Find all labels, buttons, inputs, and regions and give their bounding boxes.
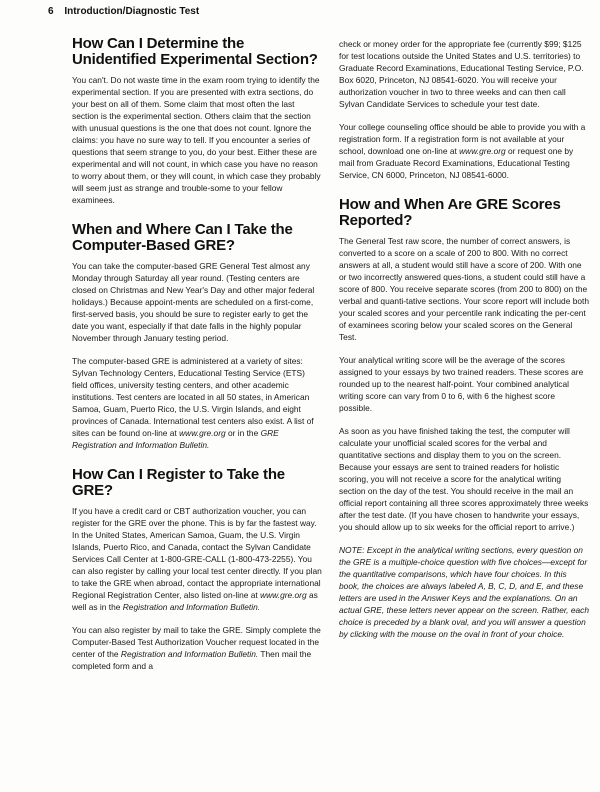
heading-scores-reported: How and When Are GRE Scores Reported? bbox=[339, 196, 561, 229]
left-column bbox=[72, 36, 322, 683]
paragraph-raw-score: The General Test raw score, the number of correct answers, is converted to a score on a scale of 200 to 800. With no correct answers at all, a student would still have a score of 200. With one or two incorrectly answered ques-tions, a student could still have a score of 800. You receive separate scores (from 200 to 800) on the verbal and quanti-tative sections. Your score report will include both your scaled scores and your percentile rank indicating the per-cent of examinees scoring below your scaled scores on the General Test. bbox=[339, 236, 589, 342]
publication-title: GRE Registration and Information Bulletin. bbox=[72, 428, 279, 450]
publication-title: Registration and Information Bulletin. bbox=[122, 602, 261, 612]
url-link: www.gre.org bbox=[260, 590, 307, 600]
url-link: www.gre.org bbox=[459, 146, 506, 156]
heading-register: How Can I Register to Take the GRE? bbox=[72, 466, 285, 499]
paragraph-fee: check or money order for the appropriate fee (currently $99; $125 for test locations outside the United States and U.S. territories) to Graduate Record Examinations, Educational Testing Service, P.O. Box 6020, Princeton, NJ 08541-6020. You will receive your authorization voucher in two to three weeks and can then call Sylvan Candidate Services to schedule your test date. bbox=[339, 39, 584, 109]
paragraph-sites: The computer-based GRE is administered at a variety of sites: Sylvan Technology Centers, Educational Testing Service (ETS) field offices, university testing centers, and other academic institutions. Test centers are located in all 50 states, in American Samoa, Guam, Puerto Rico, the U.S. Virgin Islands, and eight provinces of Canada. International test centers also exist. A list of sites can be found on-line at www.gre.org or in the GRE Registration and Information Bulletin. bbox=[72, 356, 314, 450]
heading-experimental-section: How Can I Determine the Unidentified Experimental Section? bbox=[72, 35, 318, 68]
paragraph-unofficial-scores: As soon as you have finished taking the test, the computer will calculate your unofficial scaled scores for the verbal and quantitative sections and display them to you on the screen. Because your essays are sent to trained readers for holistic scoring, you will not receive a score for the analytical writing section on the day of the test. You should receive in the mail an official report containing all three scores approximately three weeks after the test date. (If you have chosen to handwrite your essays, you should allow up to six weeks for the official report to arrive.) bbox=[339, 426, 589, 532]
running-header bbox=[48, 6, 568, 17]
section-title: Introduction/Diagnostic Test bbox=[64, 6, 200, 17]
publication-title: Registration and Information Bulletin. bbox=[120, 649, 259, 659]
paragraph-experimental-section: You can't. Do not waste time in the exam room trying to identify the experimental section. If you are presented with extra sections, do your best on all of them. Some claim that most often the last section is the experimental section. Others claim that the section with unusual questions is the one that does not count. Ignore the claims: you have no sure way to tell. If you encounter a series of questions that seem strange to you, do your best. Either these are experimental and will not count, in which case you have no reason to worry about them, or they will count, in which case they probably will seem just as strange and trouble-some to your fellow examinees. bbox=[72, 75, 321, 205]
heading-when-where: When and Where Can I Take the Computer-Based GRE? bbox=[72, 221, 293, 254]
paragraph-writing-score: Your analytical writing score will be the average of the scores assigned to your essays by two trained readers. These scores are rounded up to the nearest half-point. Your combined analytical writing score can vary from 0 to 6, with 6 the highest score possible. bbox=[339, 355, 584, 413]
url-link: www.gre.org bbox=[179, 428, 226, 438]
paragraph-counseling: Your college counseling office should be able to provide you with a registration form. If a registration form is not available at your school, download one on-line at www.gre.org or request one by mail from Graduate Record Examinations, Educational Testing Service, CN 6000, Princeton, NJ 08541-6000. bbox=[339, 122, 586, 180]
paragraph-register-mail: You can also register by mail to take the GRE. Simply complete the Computer-Based Test Authorization Voucher request located in the center of the Registration and Information Bulletin. Then mail the completed form and a bbox=[72, 625, 321, 671]
page-number: 6 bbox=[48, 6, 54, 17]
note-multiple-choice: NOTE: Except in the analytical writing sections, every question on the GRE is a multiple-choice question with five choices—except for the quantitative comparisons, which have four choices. In this book, the choices are always labeled A, B, C, D, and E, and these letters are used in the Answer Keys and the explanations. On an actual GRE, these letters never appear on the screen. Rather, each choice is preceded by a blank oval, and you will answer a question by clicking with the mouse on the oval in front of your choice. bbox=[339, 545, 589, 639]
right-column bbox=[339, 38, 589, 651]
paragraph-schedule: You can take the computer-based GRE General Test almost any Monday through Saturday all year round. (Testing centers are closed on Christmas and New Year's Day and other major federal holidays.) Because appoint-ments are scheduled on a first-come, first-served basis, you should be sure to register early to get the date you want, especially if that date falls in the highly popular November through January testing period. bbox=[72, 261, 315, 343]
paragraph-register-phone: If you have a credit card or CBT authorization voucher, you can register for the GRE over the phone. This is by far the fastest way. In the United States, American Samoa, Guam, the U.S. Virgin Islands, Puerto Rico, and Canada, contact the Sylvan Candidate Services Call Center at 1-800-GRE-CALL (1-800-473-2255). You can also register by calling your local test center directly. If you plan to take the GRE when abroad, contact the appropriate international Regional Registration Center, also listed on-line at www.gre.org as well as in the Registration and Information Bulletin. bbox=[72, 506, 322, 612]
